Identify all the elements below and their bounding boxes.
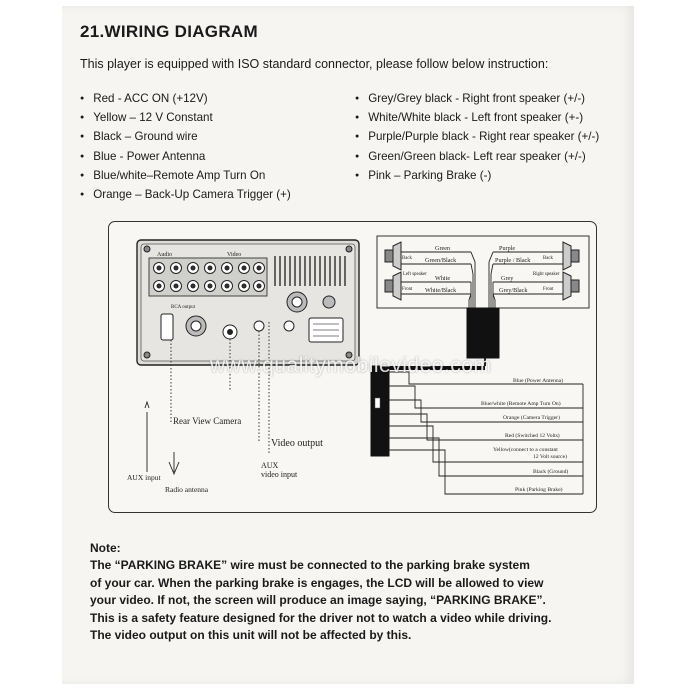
wire-item: ● Yellow – 12 V Constant (80, 108, 291, 127)
wire-item: ● Red - ACC ON (+12V) (80, 89, 291, 108)
aux-input-label: AUX input (127, 473, 161, 482)
purple-black-wire-label: Purple / Black (495, 257, 531, 264)
harness-label: 12 Volt source) (533, 454, 567, 460)
right-speaker-label: Right speaker (533, 272, 560, 277)
harness-label: Black (Ground) (533, 469, 569, 475)
harness-label: Blue (Power Antenna) (513, 378, 564, 384)
iso-connector-left (371, 366, 389, 456)
intro-text: This player is equipped with ISO standard connector, please follow below instruction: (80, 57, 549, 71)
speaker-wiring (377, 236, 589, 308)
wire-item: ● Green/Green black- Left rear speaker (+/-) (355, 147, 599, 166)
white-black-wire-label: White/Black (425, 287, 457, 294)
iso-connector-top (467, 308, 499, 358)
aux-video-input-label-2: video input (261, 470, 298, 479)
note-line: This is a safety feature designed for the driver not to watch a video while driving. (90, 610, 552, 625)
note-line: The video output on this unit will not be affected by this. (90, 628, 412, 643)
front-left-label: Front (402, 287, 413, 292)
watermark-text: www.qualitymobilevideo.com (210, 354, 492, 377)
green-wire-label: Green (435, 245, 451, 252)
note-line: The “PARKING BRAKE” wire must be connected to the parking brake system (90, 558, 530, 573)
video-output-label: Video output (271, 438, 323, 449)
aux-video-input-label-1: AUX (261, 461, 279, 470)
wire-list-left (80, 89, 291, 204)
rear-camera-label: Rear View Camera (173, 416, 242, 426)
radio-antenna-label: Radio antenna (165, 485, 209, 494)
harness-label: Orange (Camera Trigger) (503, 415, 560, 421)
wire-item: ● Purple/Purple black - Right rear speaker (+/-) (355, 127, 599, 146)
note-line: of your car. When the parking brake is engages, the LCD will be allowed to view (90, 575, 544, 590)
wire-item: ● Grey/Grey black - Right front speaker (+/-) (355, 89, 599, 108)
note-block (90, 540, 630, 644)
wire-item: ● Pink – Parking Brake (-) (355, 166, 599, 185)
harness-label: Red (Switched 12 Volts) (505, 433, 560, 439)
front-right-label: Front (543, 287, 554, 292)
wire-item: ● Black – Ground wire (80, 127, 291, 146)
harness-label: Pink (Parking Brake) (515, 487, 563, 493)
harness-label: Blue/white (Remote Amp Turn On) (481, 401, 561, 407)
wire-item: ● Orange – Back-Up Camera Trigger (+) (80, 185, 291, 204)
purple-wire-label: Purple (499, 245, 516, 252)
grey-wire-label: Grey (501, 275, 514, 282)
note-line: your video. If not, the screen will produce an image saying, “PARKING BRAKE”. (90, 593, 546, 608)
back-right-label: Back (543, 256, 553, 261)
wire-item: ● Blue - Power Antenna (80, 147, 291, 166)
wire-item: ● White/White black - Left front speaker (+-) (355, 108, 599, 127)
harness-label: Yellow(connect to a constant (493, 447, 558, 453)
head-unit (137, 240, 359, 365)
wire-list-right (355, 89, 599, 185)
white-wire-label: White (435, 275, 451, 282)
note-heading: Note: (90, 541, 121, 555)
video-label: Video (227, 252, 242, 258)
rca-label: RCA output (171, 305, 196, 310)
wire-item: ● Blue/white–Remote Amp Turn On (80, 166, 291, 185)
audio-label: Audio (157, 252, 172, 258)
green-black-wire-label: Green/Black (425, 257, 457, 264)
grey-black-wire-label: Grey/Black (499, 287, 528, 294)
left-speaker-label: Left speaker (403, 272, 427, 277)
section-title: 21.WIRING DIAGRAM (80, 22, 258, 41)
back-left-label: Back (402, 256, 412, 261)
